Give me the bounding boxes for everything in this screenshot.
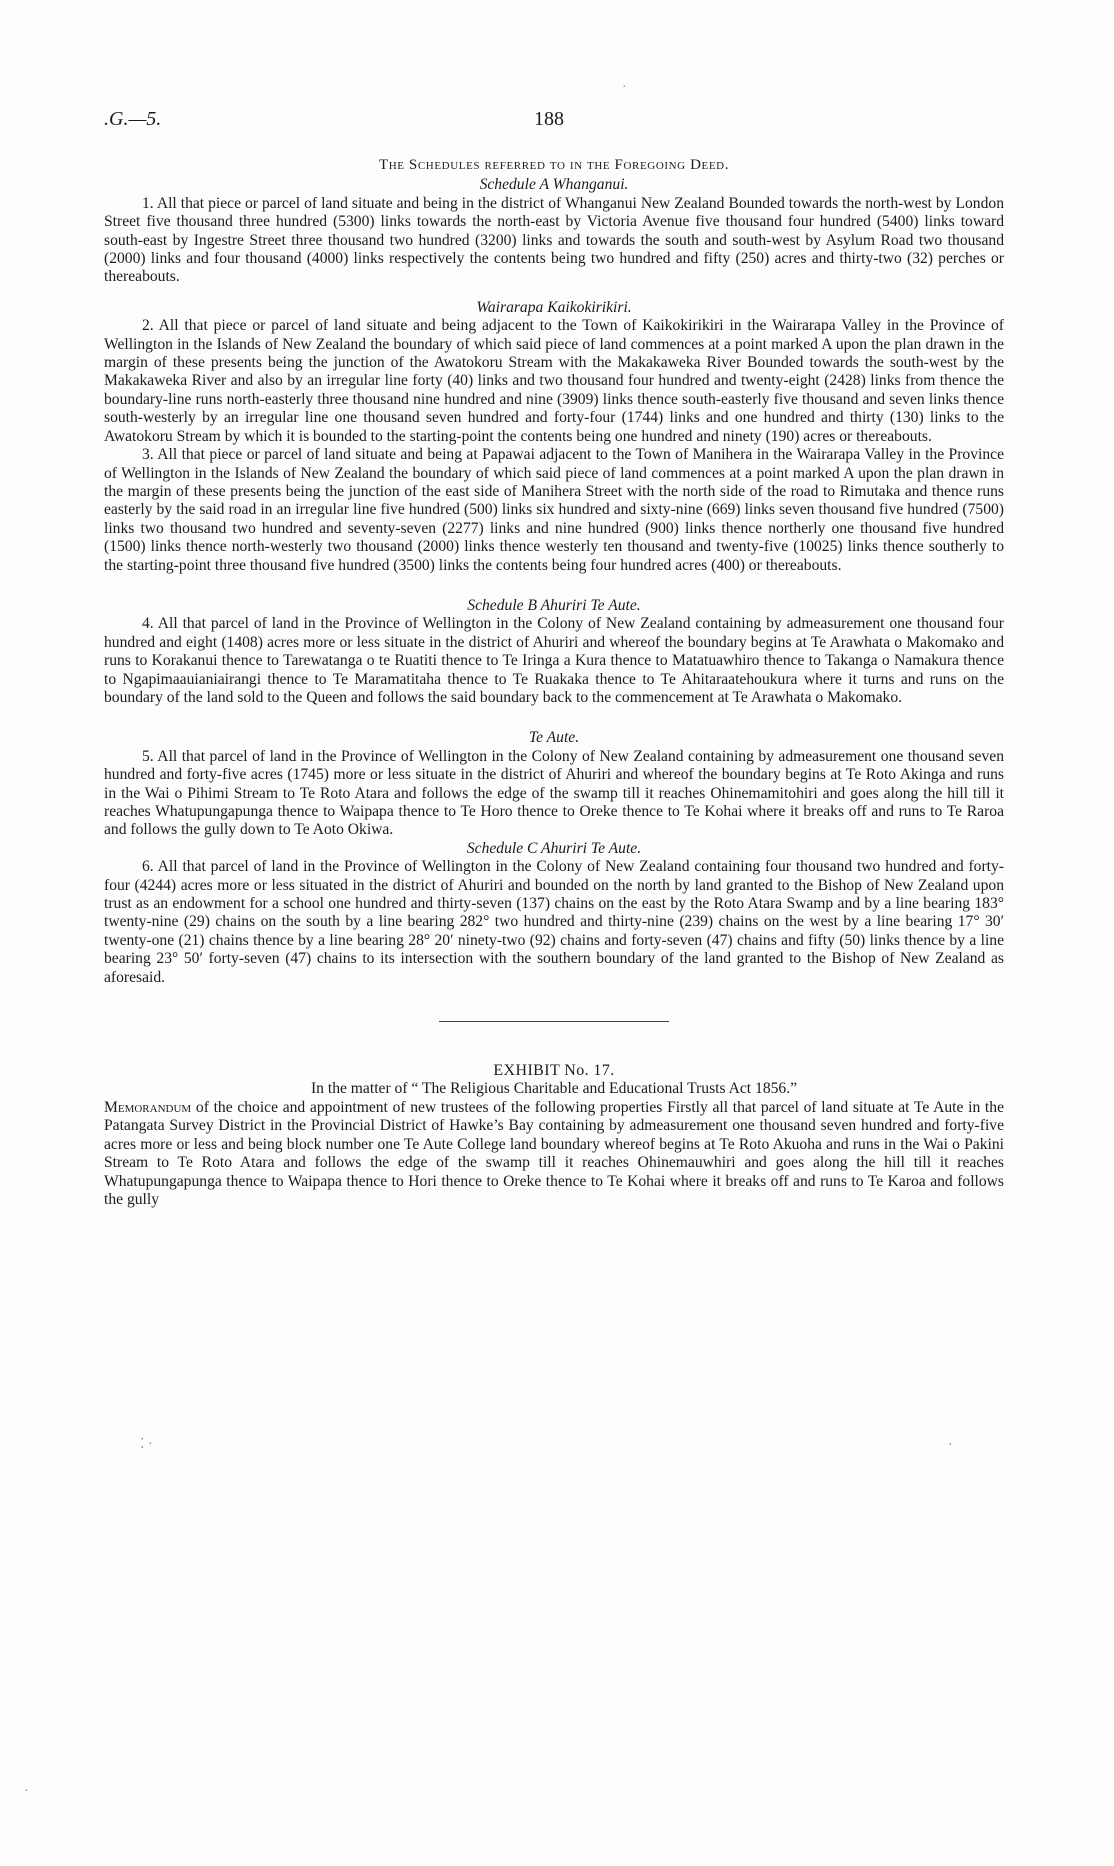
exhibit-matter: In the matter of “ The Religious Charitable and Educational Trusts Act 1856.” [310,1080,798,1098]
exhibit-title: EXHIBIT No. 17. [493,1062,615,1080]
page-header [104,108,1004,134]
paragraph-6: 6. All that parcel of land in the Province of Wellington in the Colony of New Zealand containing four thousand two hundred and forty-four (4244) acres more or less situated in the district of Ahuriri and bounded on the north by land granted to the Bishop of New Zealand upon trust as an endowment for a school one hundred and thirty-seven (137) chains on the east by the Roto Atara Swamp and by a line bearing 183° twenty-nine (29) chains on the south by a line bearing 282° two hundred and thirty-nine (239) chains on the west by a line bearing 17° 30′ twenty-one (21) chains thence by a line bearing 28° 20′ ninety-two (92) chains and forty-seven (47) chains and fifty (50) links thence by a line bearing 23° 50′ forty-seven (47) chains to its intersection with the southern boundary of the land granted to the Bishop of New Zealand as aforesaid. [104,858,1004,986]
schedule-a-heading: Schedule A Whanganui. [479,176,629,194]
paragraph-4: 4. All that parcel of land in the Province of Wellington in the Colony of New Zealand containing by admeasurement one thousand four hundred and eight (1408) acres more or less situate in the district of Ahuriri and whereof the boundary begins at Te Arawhata o Makomako and runs to Korakanui thence to Tarewatanga o te Ruatiti thence to Te Iringa a Kura thence to Matatuawhiro thence to Takanga o Namakura thence to Ngapimaauianiairangi thence to Te Maramatitaha thence to Te Ruakaka thence to Te Ahitaraatehoukura where it turns and runs on the boundary of the land sold to the Queen and follows the said boundary back to the commencement at Te Arawhata o Makomako. [104,615,1004,706]
section-divider [439,1021,669,1022]
memorandum-lead: Memorandum [104,1098,192,1116]
memorandum-text: of the choice and appointment of new trustees of the following properties Firstly all that parcel of land situate at Te Aute in the Patangata Survey District in the Provincial District of Hawke’s Bay containing by admeasurement one thousand seven hundred and forty-five acres more or less and being block number one Te Aute College land boundary whereof begins at Te Roto Akuoha and runs in the Wai o Pakini Stream to Te Roto Atara and follows the edge of the swamp till it reaches Ohinemauwhiri and goes along the hill till it reaches Whatupungapunga thence to Waipapa thence to Hori thence to Oreke thence to Te Kohai where it breaks off and runs to Te Karoa and follows the gully [104,1098,1004,1208]
te-aute-heading: Te Aute. [528,729,580,747]
paragraph-5: 5. All that parcel of land in the Province of Wellington in the Colony of New Zealand containing by admeasurement one thousand seven hundred and forty-five acres (1745) more or less situate in the district of Ahuriri and whereof the boundary begins at Te Roto Akinga and runs in the Wai o Pihimi Stream to Te Roto Atara and follows the edge of the swamp till it reaches Ohinemamitohiri and goes along the hill till it reaches Whatupungapunga thence to Waipapa thence to Te Horo thence to Oreke thence to Te Kohai where it breaks off and runs to Te Raroa and follows the gully down to Te Aoto Okiwa. [104,747,1004,839]
paragraph-1: 1. All that piece or parcel of land situate and being in the district of Whanganui New Zealand Bounded towards the north-west by London Street five thousand three hundred (5300) links towards the north-east by Victoria Avenue five thousand four hundred (5400) links toward south-east by Ingestre Street three thousand two hundred (3200) links and towards the south and south-west by Asylum Road two thousand (2000) links and four thousand (4000) links respectively the contents being two hundred and fifty (250) acres and thirty-two (32) perches or thereabouts. [104,194,1004,286]
memorandum-paragraph [104,1099,1004,1209]
page-content [104,156,1004,1209]
scan-speck: ⁚ · [140,1437,153,1452]
page-number: 188 [534,108,564,130]
scan-speck: · [622,80,627,95]
schedule-c-heading: Schedule C Ahuriri Te Aute. [466,839,642,857]
paragraph-2: 2. All that piece or parcel of land situate and being adjacent to the Town of Kaikokirikiri in the Wairarapa Valley in the Province of Wellington in the Islands of New Zealand the boundary of which said piece of land commences at a point marked A upon the plan drawn in the margin of these presents being the junction of the Awatokoru Stream with the Makakaweka River Bounded towards the south-west by the Makakaweka River and also by an irregular line forty (40) links and two thousand four hundred and twenty-eight (2428) links from thence the boundary-line runs north-easterly three thousand nine hundred and nine (3909) links thence south-easterly five thousand and seven links thence south-westerly by an irregular line one thousand seven hundred and forty-four (1744) links and one hundred and thirty (130) links to the Awatokoru Stream by which it is bounded to the starting-point the contents being one hundred and ninety (190) acres or thereabouts. [104,317,1004,445]
schedule-b-heading: Schedule B Ahuriri Te Aute. [467,596,641,614]
paragraph-3: 3. All that piece or parcel of land situate and being at Papawai adjacent to the Town of Manihera in the Wairarapa Valley in the Province of Wellington in the Islands of New Zealand the boundary of which said piece of land commences at a point marked A upon the plan drawn in the margin of these presents being the junction of the east side of Manihera Street with the north side of the road to Rimutaka and thence runs easterly by the said road in an irregular line five hundred (500) links six hundred and sixty-nine (669) links seven thousand five hundred (7500) links two thousand two hundred and seventy-seven (2277) links and nine hundred (900) links thence northerly one thousand five hundred (1500) links thence north-westerly two thousand (2000) links thence westerly ten thousand and twenty-five (10025) links thence southerly to the starting-point three thousand five hundred (3500) links the contents being four hundred acres (400) or thereabouts. [104,446,1004,574]
page-reference: .G.—5. [104,108,162,130]
schedules-heading: The Schedules referred to in the Foregoing Deed. [378,157,730,173]
wairarapa-heading: Wairarapa Kaikokirikiri. [476,298,632,316]
scan-speck: · [948,1438,953,1453]
scan-speck: · [24,1784,29,1799]
